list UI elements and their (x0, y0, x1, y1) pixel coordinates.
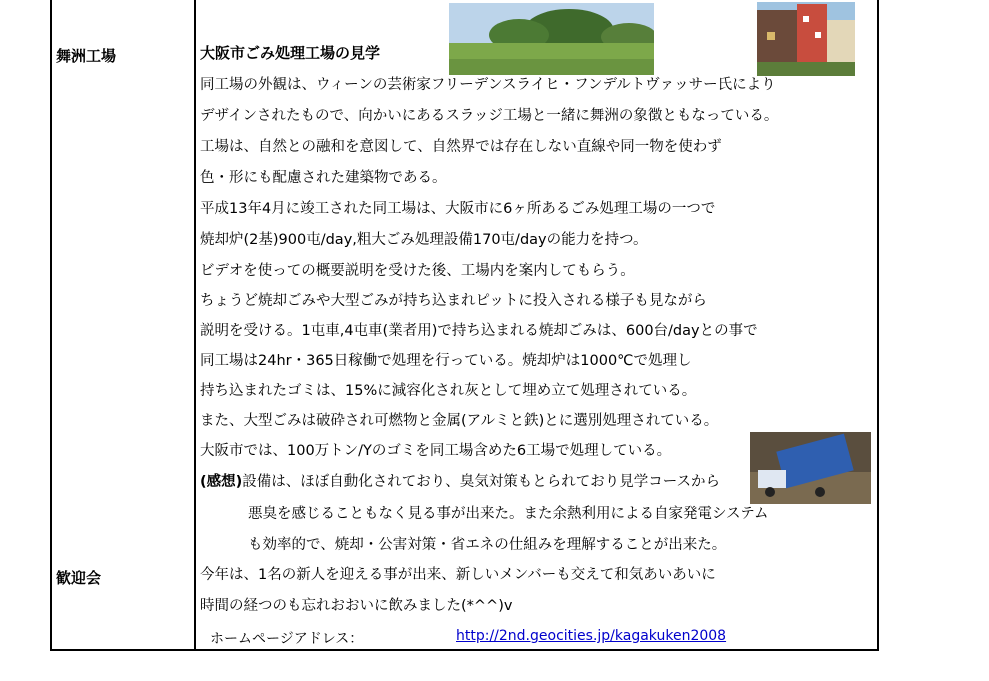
report-line: 平成13年4月に竣工された同工場は、大阪市に6ヶ所あるごみ処理工場の一つで (200, 201, 716, 217)
building-photo (757, 2, 855, 76)
column-divider (194, 0, 196, 651)
report-line: 同工場は24hr・365日稼働で処理を行っている。焼却炉は1000℃で処理し (200, 353, 692, 369)
report-line: 同工場の外観は、ウィーンの芸術家フリーデンスライヒ・フンデルトヴァッサー氏により (200, 77, 776, 93)
report-line: ちょうど焼却ごみや大型ごみが持ち込まれピットに投入される様子も見ながら (200, 293, 707, 309)
report-line: 焼却炉(2基)900屯/day,粗大ごみ処理設備170屯/dayの能力を持つ。 (200, 232, 648, 248)
park-photo (449, 3, 654, 75)
impression-lead: (感想) (200, 474, 243, 490)
label-welcome: 歓迎会 (56, 569, 102, 587)
report-line: デザインされたもので、向かいにあるスラッジ工場と一緒に舞洲の象徴ともなっている。 (200, 108, 779, 124)
impression-line: 悪臭を感じることもなく見る事が出来た。また余熱利用による自家発電システム (248, 506, 769, 522)
report-line: 説明を受ける。1屯車,4屯車(業者用)で持ち込まれる焼却ごみは、600台/dayとの事で (200, 323, 758, 339)
impression-line: も効率的で、焼却・公害対策・省エネの仕組みを理解することが出来た。 (248, 537, 727, 553)
report-line: 工場は、自然との融和を意図して、自然界では存在しない直線や同一物を使わず (200, 139, 722, 155)
welcome-line: 今年は、1名の新人を迎える事が出来、新しいメンバーも交えて和気あいあいに (200, 567, 716, 583)
report-line: 大阪市では、100万トン/Yのゴミを同工場含めた6工場で処理している。 (200, 443, 672, 459)
impression-line (200, 472, 720, 492)
report-line: 色・形にも配慮された建築物である。 (200, 170, 447, 186)
report-line: また、大型ごみは破砕され可燃物と金属(アルミと鉄)とに選別処理されている。 (200, 413, 719, 429)
report-title: 大阪市ごみ処理工場の見学 (200, 44, 381, 62)
impression-text: 設備は、ほぼ自動化されており、臭気対策もとられており見学コースから (242, 474, 721, 490)
homepage-label: ホームページアドレス： (210, 631, 364, 647)
welcome-line: 時間の経つのも忘れおおいに飲みました(*^^)v (200, 598, 513, 614)
label-maishima: 舞洲工場 (56, 47, 117, 65)
report-line: 持ち込まれたゴミは、15%に減容化され灰として埋め立て処理されている。 (200, 383, 697, 399)
truck-photo (750, 432, 871, 504)
homepage-link[interactable]: http://2nd.geocities.jp/kagakuken2008 (456, 628, 727, 644)
report-line: ビデオを使っての概要説明を受けた後、工場内を案内してもらう。 (200, 263, 635, 279)
